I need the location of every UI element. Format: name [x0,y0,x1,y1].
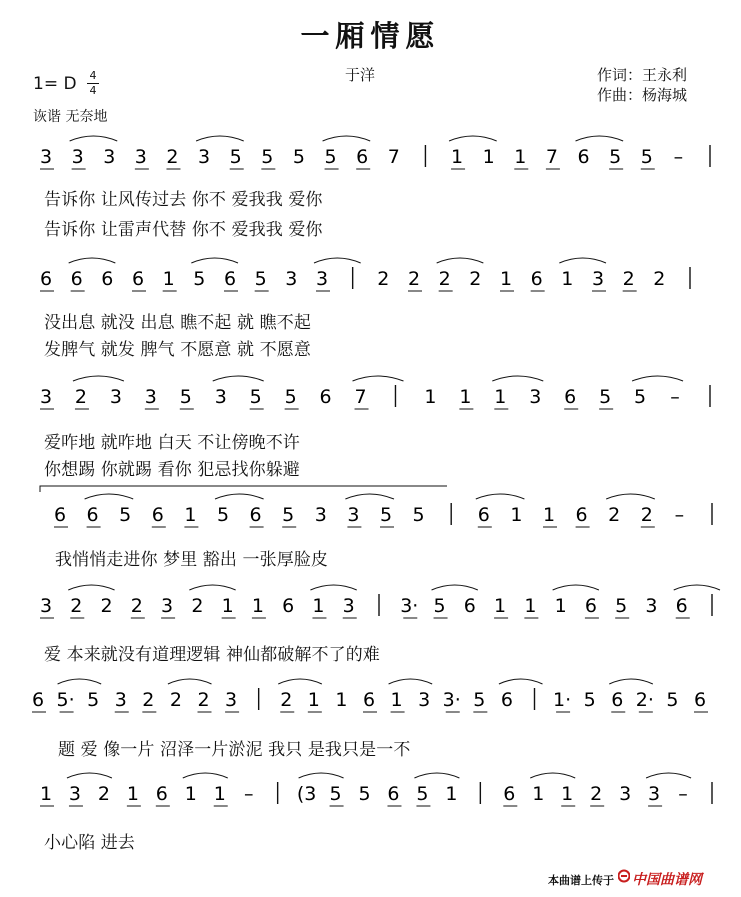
note: 6 [319,386,332,408]
note: 5 [216,504,230,526]
slur [183,773,228,778]
note: 5 [433,595,446,617]
slur [499,679,543,684]
note: 6 [151,504,164,526]
lyric-line: 我悄悄走进你 梦里 豁出 一张厚脸皮 [55,550,329,570]
slur [449,136,497,141]
note: 1 [459,386,472,408]
footer-text: 本曲谱上传于 [548,874,614,887]
slur [73,376,124,381]
note: 3 [314,504,327,526]
note: 6 [155,783,168,805]
note: 5 [473,689,486,711]
slur [323,136,371,141]
note: 2 [640,504,653,526]
note: 3 [342,595,355,617]
note: 3 [315,268,329,290]
note: 3 [103,146,116,168]
note: 3 [285,268,298,290]
note: 5 [249,386,262,408]
note: 5 [329,783,342,805]
note: 5 [324,146,337,168]
note: 3 [645,595,658,617]
note: 2 [142,689,155,711]
note: 6 [31,689,45,711]
note: 6 [387,783,400,805]
slur [646,773,691,778]
note: 5 [666,689,679,711]
slur [559,258,606,263]
slur [310,585,356,590]
note: 1 [251,595,264,617]
lyric-line: 你想踢 你就踢 看你 犯忌找你躲避 [44,460,300,480]
lyric-line: 没出息 就没 出息 瞧不起 就 瞧不起 [44,313,311,333]
note: 6 [249,504,262,526]
slur [189,585,235,590]
note: 3 [619,783,632,805]
note: 2· [635,689,654,711]
note: 3 [39,595,53,617]
note: 2 [653,268,666,290]
slur [299,773,344,778]
note: 7 [545,146,558,168]
note: 6 [503,783,516,805]
lyric-line: 爱咋地 就咋地 白天 不让傍晚不许 [44,433,300,453]
note: 1 [561,783,574,805]
slur [632,376,683,381]
volta-bracket [40,486,447,492]
note: 5 [292,146,305,168]
lyricist-credit: 作词：王永利 [597,66,688,84]
note: 3 [591,268,605,290]
note: 5 [229,146,242,168]
lyric-line: 发脾气 就发 脾气 不愿意 就 不愿意 [44,340,311,360]
note: 5 [583,689,596,711]
note: 6 [356,146,369,168]
note: 1 [390,689,403,711]
note: 1 [221,595,234,617]
note: – [678,783,688,805]
note: 3 [144,386,157,408]
key-signature: 1= D [33,74,77,94]
note: 2 [97,783,110,805]
time-signature-top: 4 [89,69,97,82]
slur [606,494,655,499]
note: 5 [282,504,295,526]
lyric-line: 小心陷 进去 [44,833,136,853]
note: 5 [412,504,425,526]
slur [213,376,264,381]
note: 3 [347,504,360,526]
note: 6 [675,595,688,617]
note: 6 [693,689,707,711]
song-title: 一厢情愿 [300,19,441,53]
slur [353,376,404,381]
slur [437,258,484,263]
note: 3 [225,689,238,711]
slur [314,258,361,263]
note: 5 [640,146,653,168]
note: 5 [179,386,192,408]
note: 2 [169,689,182,711]
note: 1 [561,268,574,290]
note: 1 [307,689,320,711]
note: 6 [477,504,490,526]
time-signature-bottom: 4 [89,84,97,97]
note: 5 [284,386,297,408]
composer-credit: 作曲：杨海城 [597,86,688,104]
slur [414,773,459,778]
note: 5 [615,595,628,617]
slur [85,494,134,499]
slur [68,585,114,590]
note: 3 [71,146,84,168]
note: 5 [193,268,206,290]
slur [345,494,394,499]
note: 3 [39,386,53,408]
note: 5 [261,146,274,168]
slur [476,494,525,499]
note: 2 [100,595,113,617]
note: 6 [101,268,114,290]
note: 6 [282,595,295,617]
note: 3 [114,689,127,711]
note: 1 [499,268,513,290]
slur [576,136,624,141]
note: 6 [611,689,624,711]
note: – [673,146,684,168]
note: 6 [70,268,83,290]
note: 2 [407,268,421,290]
note: 6 [39,268,53,290]
note: 6 [500,689,513,711]
note: 1 [184,504,197,526]
note: 2 [622,268,635,290]
slur [432,585,478,590]
note: 1 [184,783,197,805]
slur [70,136,118,141]
note: 6 [86,504,99,526]
note: 5 [609,146,622,168]
note: 1 [514,146,527,168]
note: 6 [575,504,588,526]
slur [609,679,653,684]
slur [674,585,720,590]
note: 2 [130,595,143,617]
note: 5 [379,504,393,526]
expression-marking: 诙谐 无奈地 [33,109,108,125]
note: 1 [39,783,53,805]
lyric-line: 告诉你 让风传过去 你不 爱我我 爱你 [44,190,323,210]
slur [215,494,264,499]
slur [530,773,575,778]
singer-name: 于洋 [345,66,376,84]
note: 7 [354,386,367,408]
note: 1 [162,268,175,290]
note: (3 [296,783,317,805]
note: 6 [223,268,237,290]
note: 5 [634,386,647,408]
note: 3 [161,595,174,617]
note: 2 [438,268,451,290]
note: 6 [577,146,590,168]
e-logo-icon [618,869,630,883]
note: 3 [134,146,147,168]
note: 1 [213,783,226,805]
note: 1 [424,386,437,408]
note: 6 [564,386,577,408]
slur [389,679,433,684]
lyric-line: 爱 本来就没有道理逻辑 神仙都破解不了的难 [44,645,380,665]
slur [67,773,112,778]
note: 6 [53,504,67,526]
note: 5· [56,689,75,711]
note: 1 [482,146,495,168]
note: 1 [524,595,537,617]
slur [196,136,244,141]
note: 6 [463,595,476,617]
note: 2 [280,689,293,711]
note: – [674,504,685,526]
note: 1 [335,689,348,711]
note: 6 [530,268,543,290]
slur [278,679,322,684]
note: 1 [451,146,464,168]
note: 2 [469,268,482,290]
note: 6 [362,689,376,711]
note: 5 [599,386,612,408]
note: 3· [400,595,419,617]
slur [58,679,102,684]
note: 3 [529,386,542,408]
lyric-line: 告诉你 让雷声代替 你不 爱我我 爱你 [44,220,323,240]
slur [553,585,599,590]
note: 1· [553,689,572,711]
note: 1 [312,595,325,617]
slur [492,376,543,381]
note: 5 [358,783,371,805]
note: 2 [197,689,210,711]
slur [69,258,116,263]
lyric-line: 题 爱 像一片 沼泽一片淤泥 我只 是我只是一不 [58,740,411,760]
note: 3 [68,783,82,805]
note: 2 [70,595,83,617]
note: 3· [442,689,461,711]
note: 1 [445,783,458,805]
note: 1 [494,386,507,408]
slur [191,258,238,263]
note: 1 [510,504,523,526]
note: 7 [387,146,400,168]
slur [168,679,212,684]
note: 3 [418,689,431,711]
note: – [243,783,254,805]
note: 3 [39,146,53,168]
note: 3 [198,146,211,168]
note: 2 [74,386,87,408]
note: 3 [214,386,227,408]
note: 5 [119,504,132,526]
note: 2 [166,146,179,168]
note: 6 [131,268,145,290]
note: 1 [542,504,556,526]
note: 2 [590,783,603,805]
note: 5 [254,268,267,290]
site-logo[interactable]: 中国曲谱网 [632,872,702,888]
note: 2 [191,595,204,617]
note: 5 [87,689,100,711]
note: 1 [126,783,139,805]
note: 1 [554,595,567,617]
note: 5 [416,783,429,805]
note: 1 [532,783,545,805]
note: 3 [109,386,122,408]
note: 2 [377,268,390,290]
note: 2 [608,504,621,526]
note: – [670,386,680,408]
note: 6 [584,595,597,617]
note: 3 [648,783,661,805]
note: 1 [494,595,507,617]
